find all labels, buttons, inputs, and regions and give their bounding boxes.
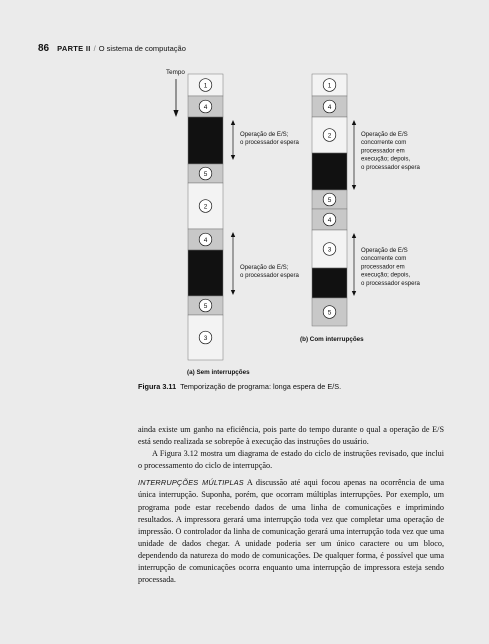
annotation-b2-annotation-line: Operação de E/S (361, 247, 408, 254)
annotation-b2-annotation-line: o processador espera (361, 279, 420, 287)
figure-caption-text: Temporização de programa: longa espera de E/S. (180, 382, 342, 391)
timeline-b-step-number: 1 (327, 82, 332, 90)
panel-b-label: (b) Com interrupções (300, 336, 364, 343)
timeline-a (188, 74, 223, 360)
annotation-b1-annotation-line: Operação de E/S (361, 131, 408, 138)
chapter-title: O sistema de computação (98, 44, 186, 53)
time-label: Tempo (166, 69, 185, 76)
annotation-a2-span-arrow-top (231, 232, 235, 237)
annotation-b2-annotation-line: concorrente com (361, 255, 407, 263)
annotation-b1-span-arrow-top (352, 120, 356, 125)
annotation-a2-annotation-line: o processador espera (240, 272, 299, 280)
annotation-b2-annotation-line: execução; depois, (361, 271, 411, 279)
paragraph-3-text: A discussão até aqui focou apenas na ocorrência de uma única interrupção. Suponha, porém, que ocorram múltiplas interrupções. Por exemplo, um programa pode estar recebendo dados de uma linha de comunicações e imprimindo resultados. A impressora gerará uma interrupção toda vez que completar uma operação de impressão. O controlador da linha de comunicação gerará uma interrupção toda vez que uma unidade de dados chegar. A unidade poderia ser um único caractere ou um bloco, dependendo da natureza do modo de comunicações. De qualquer forma, é possível que uma interrupção de comunicações ocorra enquanto uma interrupção de impressora esteja sendo processada. (138, 478, 444, 585)
part-label: PARTE II (57, 44, 91, 53)
timeline-b-segment-black (312, 268, 347, 298)
annotation-a1-annotation-line: Operação de E/S; (240, 131, 289, 138)
timeline-b-step-number: 4 (327, 216, 332, 224)
annotation-b1-annotation-line: processador em (361, 147, 405, 155)
annotation-a2-annotation-line: Operação de E/S; (240, 264, 289, 271)
annotations-a (231, 120, 300, 295)
annotation-b1-annotation-line: concorrente com (361, 139, 407, 147)
annotation-b2-annotation-line: processador em (361, 263, 405, 271)
body-text (138, 424, 444, 586)
annotation-b1-span-arrow-bottom (352, 185, 356, 190)
annotation-a1-span-arrow-bottom (231, 155, 235, 160)
timeline-a-step-number: 5 (203, 170, 208, 178)
timeline-a-step-number: 2 (203, 203, 208, 211)
timeline-a-step-number: 4 (203, 236, 208, 244)
timeline-a-step-number: 5 (203, 302, 208, 310)
figure-number: Figura 3.11 (138, 382, 177, 391)
timeline-a-segment-black (188, 250, 223, 296)
page-number: 86 (38, 43, 50, 54)
annotation-b2-span-arrow-top (352, 233, 356, 238)
annotations-b (352, 120, 421, 296)
panel-a-label: (a) Sem interrupções (187, 369, 250, 376)
timeline-a-step-number: 3 (203, 334, 208, 342)
annotation-b1-annotation-line: o processador espera (361, 163, 420, 171)
header-separator: / (93, 44, 96, 53)
annotation-b1-annotation-line: execução; depois, (361, 155, 411, 163)
annotation-a1-span-arrow-top (231, 120, 235, 125)
timeline-b-step-number: 2 (327, 132, 332, 140)
timeline-a-step-number: 4 (203, 103, 208, 111)
annotation-a2-span-arrow-bottom (231, 290, 235, 295)
timeline-a-step-number: 1 (203, 82, 208, 90)
annotation-b2-span-arrow-bottom (352, 291, 356, 296)
timeline-b-step-number: 5 (327, 196, 332, 204)
timeline-b-segment-black (312, 153, 347, 190)
figure-caption (138, 382, 341, 391)
timeline-a-segment-black (188, 117, 223, 164)
timeline-b (312, 74, 347, 326)
paragraph-1: ainda existe um ganho na eficiência, pois parte do tempo durante o qual a operação de E/S está sendo realizada se sobrepõe à execução das instruções do usuário. (138, 425, 444, 447)
timeline-b-step-number: 3 (327, 246, 332, 254)
timeline-b-step-number: 4 (327, 103, 332, 111)
time-axis (166, 69, 185, 117)
annotation-a1-annotation-line: o processador espera (240, 139, 299, 147)
section-heading: INTERRUPÇÕES MÚLTIPLAS (138, 478, 244, 488)
paragraph-2: A Figura 3.12 mostra um diagrama de estado do ciclo de instruções revisado, que inclui o processamento do ciclo de interrupção. (138, 449, 444, 471)
time-arrow-head (173, 110, 178, 117)
timeline-b-step-number: 5 (327, 309, 332, 317)
paragraph-3 (138, 477, 444, 586)
